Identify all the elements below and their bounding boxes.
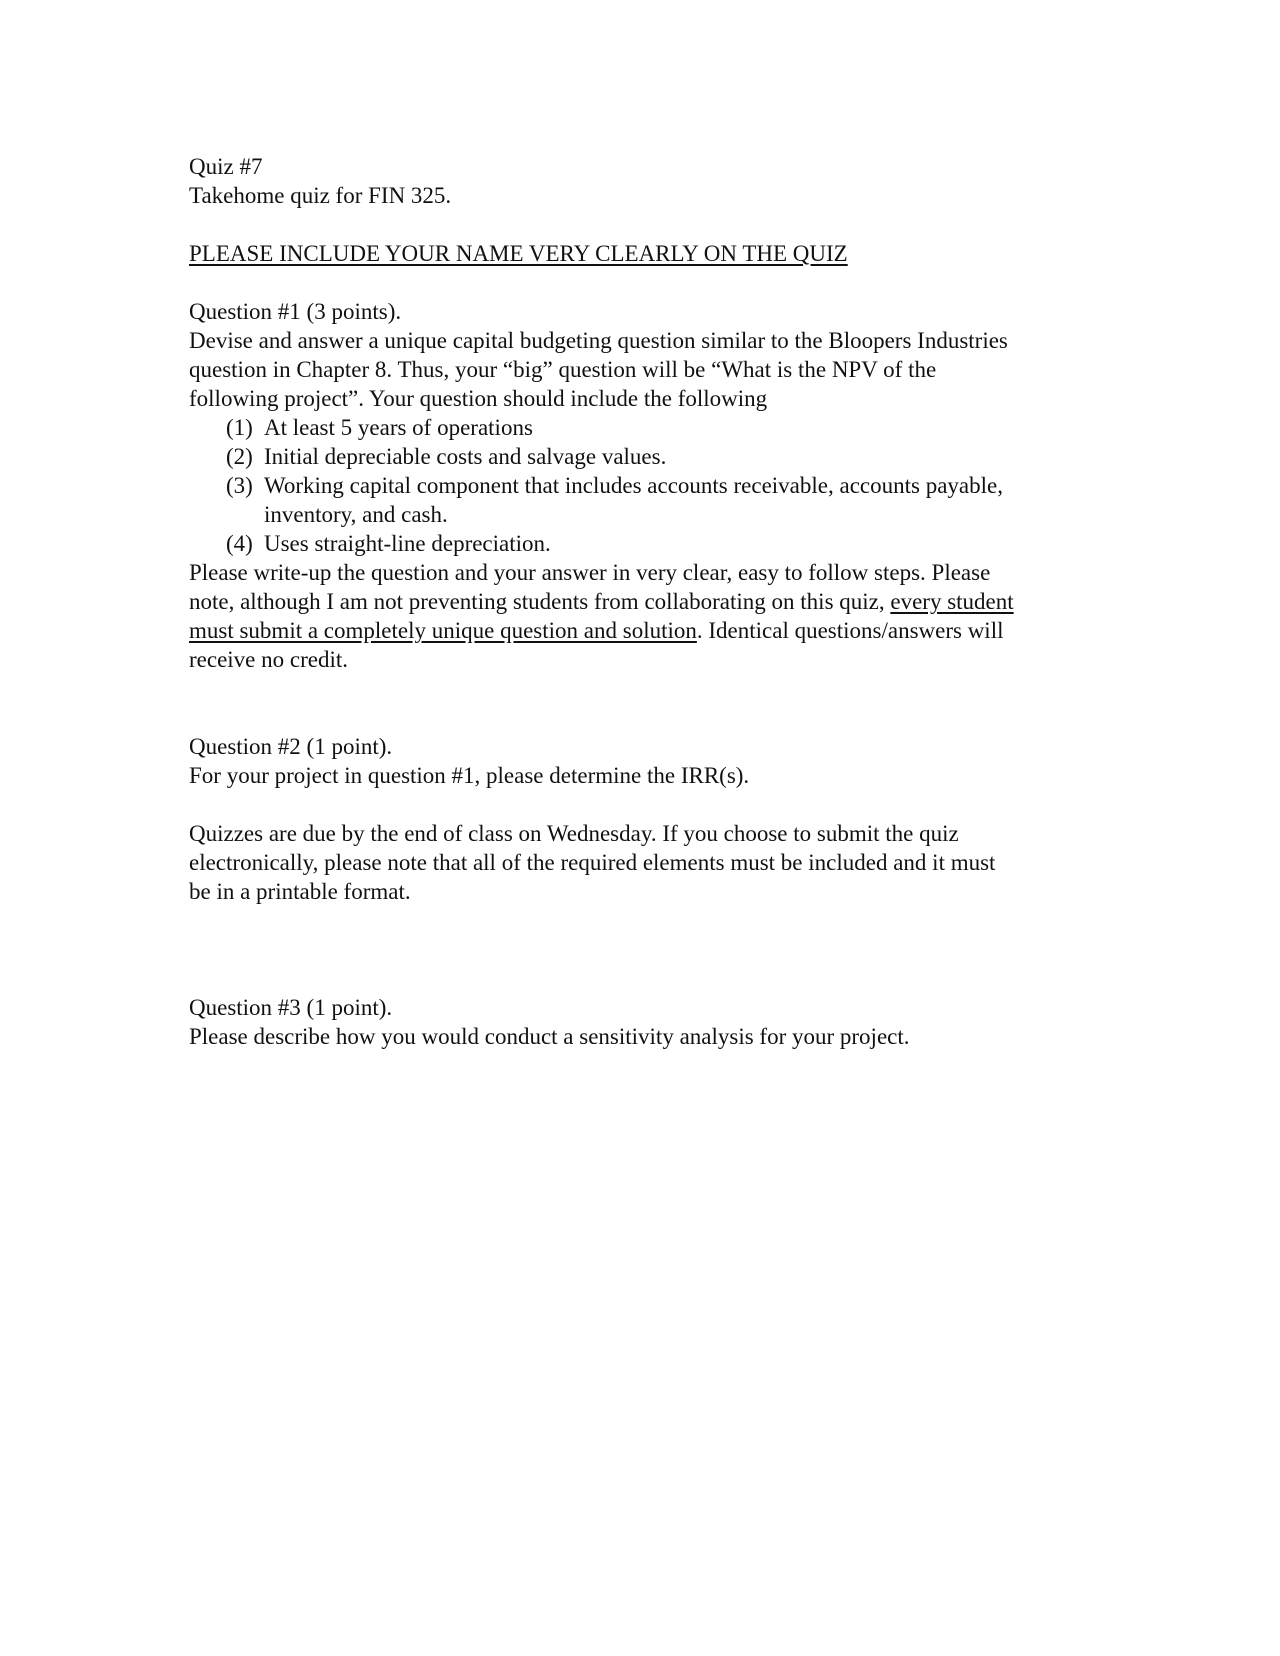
requirement-item	[189, 529, 1099, 558]
requirement-text: At least 5 years of operations	[264, 415, 533, 440]
question-3-heading: Question #3 (1 point).	[189, 995, 393, 1020]
requirement-number: (3)	[226, 473, 253, 498]
name-notice: PLEASE INCLUDE YOUR NAME VERY CLEARLY ON THE QUIZ	[189, 241, 848, 266]
requirement-text: Working capital component that includes accounts receivable, accounts payable,	[264, 473, 1003, 498]
question-1-heading: Question #1 (3 points).	[189, 299, 402, 324]
spacer	[189, 790, 1099, 819]
closing-line: Please write-up the question and your answer in very clear, easy to follow steps. Please	[189, 560, 991, 585]
quiz-title: Quiz #7	[189, 154, 263, 179]
closing-line: receive no credit.	[189, 647, 348, 672]
requirement-number: (2)	[226, 444, 253, 469]
due-line: electronically, please note that all of the required elements must be included and it must	[189, 850, 996, 875]
closing-text: . Identical questions/answers will	[696, 618, 1004, 643]
spacer	[189, 268, 1099, 297]
closing-line	[189, 616, 1099, 645]
requirement-item	[189, 471, 1099, 529]
spacer	[189, 210, 1099, 239]
requirement-item	[189, 442, 1099, 471]
requirement-text: Uses straight-line depreciation.	[264, 531, 551, 556]
due-line: be in a printable format.	[189, 879, 411, 904]
requirement-number: (1)	[226, 415, 253, 440]
question-3-text: Please describe how you would conduct a sensitivity analysis for your project.	[189, 1024, 910, 1049]
requirement-item	[189, 413, 1099, 442]
document-body	[189, 152, 1099, 1051]
question-1-line: question in Chapter 8. Thus, your “big” question will be “What is the NPV of the	[189, 357, 937, 382]
requirements-list	[189, 413, 1099, 558]
closing-text: note, although I am not preventing students from collaborating on this quiz,	[189, 589, 891, 614]
question-2-text: For your project in question #1, please determine the IRR(s).	[189, 763, 750, 788]
requirement-text-continued: inventory, and cash.	[264, 502, 448, 527]
requirement-text: Initial depreciable costs and salvage values.	[264, 444, 667, 469]
due-line: Quizzes are due by the end of class on Wednesday. If you choose to submit the quiz	[189, 821, 959, 846]
question-1-line: following project”. Your question should include the following	[189, 386, 768, 411]
emphasis-text: must submit a completely unique question and solution	[189, 618, 697, 643]
closing-line	[189, 587, 1099, 616]
spacer	[189, 674, 1099, 732]
question-1-line: Devise and answer a unique capital budgeting question similar to the Bloopers Industries	[189, 328, 1008, 353]
quiz-subtitle: Takehome quiz for FIN 325.	[189, 183, 452, 208]
question-2-heading: Question #2 (1 point).	[189, 734, 393, 759]
requirement-number: (4)	[226, 531, 253, 556]
spacer	[189, 906, 1099, 993]
emphasis-text: every student	[890, 589, 1014, 614]
